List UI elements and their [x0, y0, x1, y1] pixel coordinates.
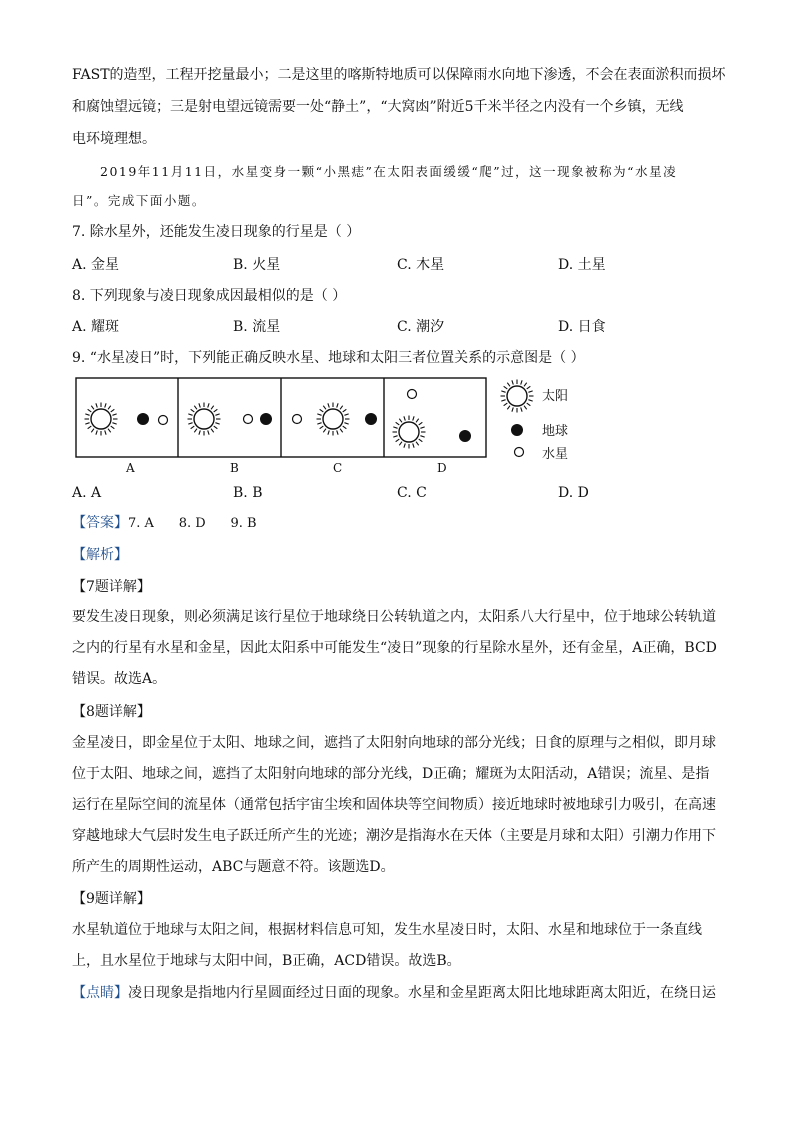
mercury-icon — [408, 390, 417, 399]
legend — [501, 380, 569, 463]
panel-label-c: C — [333, 461, 343, 475]
tip-tag: 【点睛】 — [72, 985, 128, 1001]
q8-option-b: B. 流星 — [233, 319, 281, 335]
q8-stem: 8. 下列现象与凌日现象成因最相似的是（ ） — [72, 288, 347, 304]
panel-a — [85, 403, 168, 436]
q9-option-c: C. C — [397, 485, 427, 501]
sun-icon — [85, 403, 118, 436]
q9-stem: 9. “水星凌日”时，下列能正确反映水星、地球和太阳三者位置关系的示意图是（ ） — [72, 350, 585, 366]
earth-icon — [260, 413, 272, 425]
q7-option-b: B. 火星 — [233, 257, 281, 273]
q8-analysis-line-4: 穿越地球大气层时发生电子跃迁所产生的光迹；潮汐是指海水在天体（主要是月球和太阳）引潮力作用下 — [72, 828, 716, 844]
mercury-icon — [244, 415, 253, 424]
q7-option-c: C. 木星 — [397, 257, 445, 273]
q9-option-b: B. B — [233, 485, 263, 501]
mercury-icon — [159, 416, 168, 425]
sun-icon — [317, 403, 350, 436]
q9-diagram — [70, 374, 590, 478]
sun-icon — [393, 416, 426, 449]
panel-d — [393, 390, 472, 449]
q8-option-c: C. 潮汐 — [397, 319, 445, 335]
tip-line — [72, 983, 716, 1003]
q7-analysis-line-3: 错误。故选A。 — [72, 671, 167, 687]
mercury-icon — [293, 415, 302, 424]
panel-b — [188, 403, 273, 436]
tip-text: 凌日现象是指地内行星圆面经过日面的现象。水星和金星距离太阳比地球距离太阳近，在绕日运 — [128, 985, 716, 1001]
q9-option-a: A. A — [72, 485, 102, 501]
legend-sun-label: 太阳 — [542, 389, 569, 404]
sun-icon — [188, 403, 221, 436]
earth-icon — [365, 413, 377, 425]
q7-analysis-line-2: 之内的行星有水星和金星，因此太阳系中可能发生“凌日”现象的行星除水星外，还有金星，A正确，BCD — [72, 640, 717, 656]
q9-analysis-line-2: 上，且水星位于地球与太阳中间，B正确，ACD错误。故选B。 — [72, 953, 461, 969]
q7-option-d: D. 土星 — [558, 257, 606, 273]
intro-line-3: 电环境理想。 — [72, 131, 156, 147]
answer-text: 7. A 8. D 9. B — [128, 516, 257, 531]
q9-analysis-line-1: 水星轨道位于地球与太阳之间，根据材料信息可知，发生水星凌日时，太阳、水星和地球位于一条直线 — [72, 922, 702, 938]
analysis-tag: 【解析】 — [72, 547, 128, 563]
q9-analysis-title: 【9题详解】 — [72, 891, 151, 907]
intro-line-1: FAST的造型，工程开挖量最小；二是这里的喀斯特地质可以保障雨水向地下渗透，不会在表面淤积而损坏 — [72, 67, 726, 83]
earth-icon — [137, 413, 149, 425]
q8-analysis-line-2: 位于太阳、地球之间，遮挡了太阳射向地球的部分光线，D正确；耀斑为太阳活动，A错误；流星、是指 — [72, 766, 710, 782]
q8-analysis-line-1: 金星凌日，即金星位于太阳、地球之间，遮挡了太阳射向地球的部分光线；日食的原理与之相似，即月球 — [72, 735, 716, 751]
q9-option-d: D. D — [558, 485, 589, 501]
material-line-2: 日”。完成下面小题。 — [72, 193, 206, 208]
legend-earth-icon — [511, 424, 523, 436]
panel-c — [293, 403, 378, 436]
q7-stem: 7. 除水星外，还能发生凌日现象的行星是（ ） — [72, 224, 361, 240]
panel-label-a: A — [126, 461, 135, 475]
q8-option-a: A. 耀斑 — [72, 319, 120, 335]
q7-analysis-line-1: 要发生凌日现象，则必须满足该行星位于地球绕日公转轨道之内，太阳系八大行星中，位于地球公转轨道 — [72, 609, 716, 625]
legend-mercury-label: 水星 — [542, 447, 569, 462]
legend-earth-label: 地球 — [542, 424, 569, 439]
answer-line — [72, 513, 257, 534]
panel-label-d: D — [437, 461, 447, 475]
legend-sun-icon — [501, 380, 534, 413]
q8-analysis-line-3: 运行在星际空间的流星体（通常包括宇宙尘埃和固体块等空间物质）接近地球时被地球引力吸引，在高速 — [72, 797, 716, 813]
q8-option-d: D. 日食 — [558, 319, 606, 335]
q8-analysis-line-5: 所产生的周期性运动，ABC与题意不符。该题选D。 — [72, 859, 395, 875]
material-line-1: 2019年11月11日，水星变身一颗“小黑痣”在太阳表面缓缓“爬”过，这一现象被称为“水星凌 — [100, 164, 678, 179]
panel-label-b: B — [230, 461, 239, 475]
intro-line-2: 和腐蚀望远镜；三是射电望远镜需要一处“静土”，“大窝凼”附近5千米半径之内没有一个乡镇，无线 — [72, 99, 684, 115]
earth-icon — [459, 430, 471, 442]
q7-analysis-title: 【7题详解】 — [72, 579, 151, 595]
q8-analysis-title: 【8题详解】 — [72, 704, 151, 720]
answer-tag: 【答案】 — [72, 515, 128, 531]
q7-option-a: A. 金星 — [72, 257, 120, 273]
legend-mercury-icon — [515, 448, 524, 457]
